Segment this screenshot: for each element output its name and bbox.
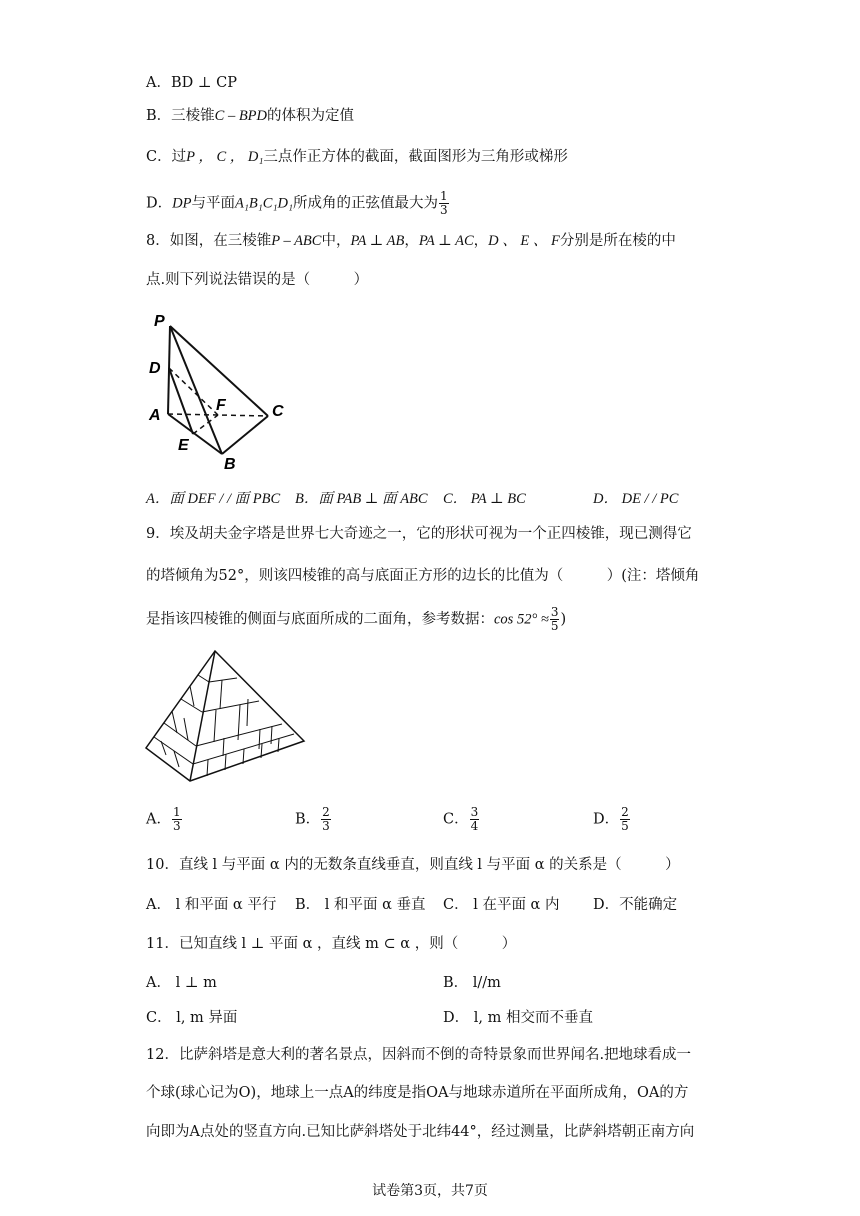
q7-d-fraction: $\frac{1}{3}$	[440, 189, 448, 217]
q9-option-d: D． $\frac{2}{5}$	[593, 805, 629, 833]
q9-option-c: C． $\frac{3}{4}$	[443, 805, 479, 833]
q7-option-b	[146, 106, 354, 126]
q7-d-mid: 与平面	[191, 195, 235, 212]
q7-d-prefix: D．	[146, 195, 173, 212]
q9-stem-line1: 9．埃及胡夫金字塔是世界七大奇迹之一，它的形状可视为一个正四棱锥，现已测得它	[146, 526, 692, 542]
q8-option-b: B．面 PAB ⊥ 面 ABC	[295, 491, 428, 507]
q11-stem: 11．已知直线 l ⊥ 平面 α ，直线 m ⊂ α ，则（ ）	[146, 936, 517, 952]
q7-option-d	[146, 190, 450, 217]
pyramid-figure	[144, 648, 308, 784]
q7-b-suffix: 的体积为定值	[267, 108, 355, 124]
q10-option-b: B． l 和平面 α 垂直	[295, 897, 426, 913]
q12-stem-line3: 向即为A点处的竖直方向.已知比萨斜塔处于北纬44°，经过测量，比萨斜塔朝正南方向	[146, 1124, 695, 1140]
label-d: D	[149, 360, 161, 377]
q9-stem-line3: 是指该四棱锥的侧面与底面所成的二面角，参考数据：cos 52° ≈ $\frac{3}{5}$ )	[146, 605, 567, 633]
label-e: E	[178, 437, 189, 454]
q11-option-c: C． l, m 异面	[146, 1010, 238, 1026]
q7-d-suffix: 所成角的正弦值最大为	[293, 195, 439, 212]
q11-option-a: A． l ⊥ m	[146, 975, 217, 991]
q7-option-c	[146, 147, 568, 167]
q7-c-prefix: C．过	[146, 149, 187, 165]
q9-option-b: B． $\frac{2}{3}$	[295, 805, 330, 833]
q9-option-a: A． $\frac{1}{3}$	[146, 805, 181, 833]
q7-c-suffix: 三点作正方体的截面，截面图形为三角形或梯形	[263, 149, 568, 165]
label-p: P	[154, 313, 165, 330]
q7-d-math2: A₁B₁C₁D₁	[234, 195, 294, 212]
label-f: F	[216, 397, 226, 414]
q10-stem: 10．直线 l 与平面 α 内的无数条直线垂直，则直线 l 与平面 α 的关系是（ ）	[146, 857, 680, 873]
q8-option-c: C． PA ⊥ BC	[443, 491, 526, 507]
q8-stem-line2: 点.则下列说法错误的是（ ）	[146, 272, 369, 288]
q11-option-b: B． l//m	[443, 975, 501, 991]
q10-option-a: A． l 和平面 α 平行	[146, 897, 277, 913]
q8-stem-line1: 8．如图，在三棱锥P – ABC中，PA ⊥ AB，PA ⊥ AC，D 、 E 、 F分别是所在棱的中	[146, 233, 676, 249]
q7-option-a: A．BD ⊥ CP	[146, 75, 237, 91]
q8-option-a: A．面 DEF / / 面 PBC	[146, 491, 281, 507]
q11-option-d: D． l, m 相交而不垂直	[443, 1010, 593, 1026]
q10-option-c: C． l 在平面 α 内	[443, 897, 560, 913]
label-c: C	[272, 403, 284, 420]
q7-b-math: C – BPD	[214, 108, 268, 124]
q7-c-math: P ， C ， D₁	[186, 149, 264, 165]
q9-stem-line2: 的塔倾角为52°，则该四棱锥的高与底面正方形的边长的比值为（ ）(注：塔倾角	[146, 568, 700, 584]
q7-d-math1: DP	[172, 195, 192, 212]
q7-b-prefix: B．三棱锥	[146, 108, 215, 124]
page-footer: 试卷第3页，共7页	[372, 1183, 488, 1199]
label-a: A	[149, 407, 161, 424]
q12-stem-line2: 个球(球心记为O)，地球上一点A的纬度是指OA与地球赤道所在平面所成角，OA的方	[146, 1085, 689, 1101]
q8-option-d: D． DE / / PC	[593, 491, 679, 507]
tetrahedron-figure	[140, 306, 300, 476]
label-b: B	[224, 456, 236, 473]
q10-option-d: D．不能确定	[593, 897, 678, 913]
q9-ref-fraction: $\frac{3}{5}$	[550, 605, 559, 633]
q12-stem-line1: 12．比萨斜塔是意大利的著名景点，因斜而不倒的奇特景象而世界闻名.把地球看成一	[146, 1047, 692, 1063]
